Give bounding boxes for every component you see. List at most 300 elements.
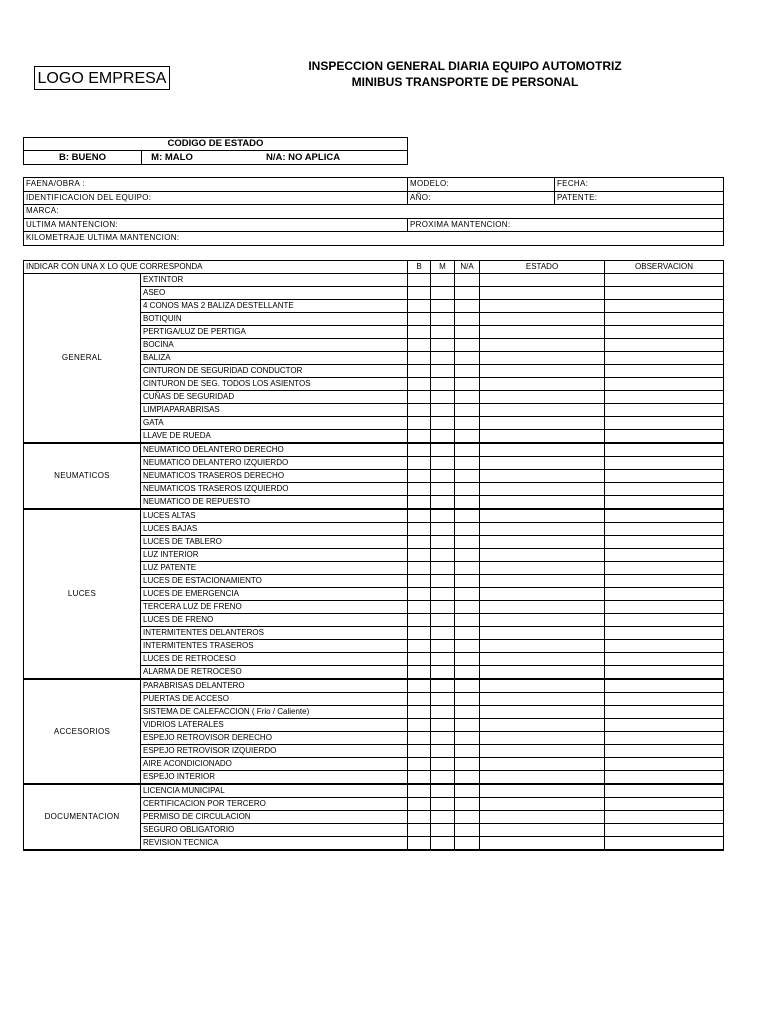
observacion-cell[interactable] [605, 496, 724, 510]
page-subtitle: MINIBUS TRANSPORTE DE PERSONAL [351, 75, 579, 89]
estado-cell[interactable] [480, 470, 605, 483]
inspection-checklist [23, 260, 724, 851]
check-m-cell[interactable] [431, 470, 455, 483]
checklist-item-label: LUCES ALTAS [141, 509, 408, 523]
col-header-na: N/A [455, 261, 480, 274]
check-m-cell[interactable] [431, 457, 455, 470]
observacion-cell[interactable] [605, 300, 724, 313]
estado-cell[interactable] [480, 352, 605, 365]
check-b-cell[interactable] [408, 811, 431, 824]
checklist-item-label: NEUMATICO DELANTERO DERECHO [141, 443, 408, 457]
check-b-cell[interactable] [408, 430, 431, 444]
observacion-cell[interactable] [605, 549, 724, 562]
anio-field[interactable]: AÑO: [408, 191, 555, 205]
estado-cell[interactable] [480, 339, 605, 352]
check-na-cell[interactable] [455, 457, 480, 470]
check-b-cell[interactable] [408, 536, 431, 549]
check-b-cell[interactable] [408, 378, 431, 391]
estado-cell[interactable] [480, 837, 605, 851]
check-b-cell[interactable] [408, 758, 431, 771]
check-na-cell[interactable] [455, 666, 480, 680]
check-m-cell[interactable] [431, 837, 455, 851]
observacion-cell[interactable] [605, 732, 724, 745]
kilometraje-field[interactable]: KILOMETRAJE ULTIMA MANTENCION: [24, 232, 724, 246]
estado-cell[interactable] [480, 575, 605, 588]
checklist-item-label: CINTURON DE SEGURIDAD CONDUCTOR [141, 365, 408, 378]
estado-cell[interactable] [480, 391, 605, 404]
check-m-cell[interactable] [431, 614, 455, 627]
status-code-legend [23, 137, 408, 165]
check-b-cell[interactable] [408, 352, 431, 365]
checklist-item-label: PARABRISAS DELANTERO [141, 679, 408, 693]
observacion-cell[interactable] [605, 719, 724, 732]
checklist-item-label: INTERMITENTES DELANTEROS [141, 627, 408, 640]
observacion-cell[interactable] [605, 653, 724, 666]
status-code-bad: M: MALO [151, 152, 193, 163]
observacion-cell[interactable] [605, 313, 724, 326]
checklist-item-label: EXTINTOR [141, 274, 408, 287]
check-na-cell[interactable] [455, 352, 480, 365]
check-m-cell[interactable] [431, 640, 455, 653]
check-m-cell[interactable] [431, 811, 455, 824]
observacion-cell[interactable] [605, 536, 724, 549]
check-na-cell[interactable] [455, 798, 480, 811]
check-b-cell[interactable] [408, 457, 431, 470]
section-label: GENERAL [24, 274, 141, 444]
observacion-cell[interactable] [605, 287, 724, 300]
estado-cell[interactable] [480, 457, 605, 470]
check-m-cell[interactable] [431, 523, 455, 536]
section-label: LUCES [24, 509, 141, 679]
check-m-cell[interactable] [431, 300, 455, 313]
checklist-item-label: CUÑAS DE SEGURIDAD [141, 391, 408, 404]
check-m-cell[interactable] [431, 417, 455, 430]
check-na-cell[interactable] [455, 601, 480, 614]
estado-cell[interactable] [480, 326, 605, 339]
checklist-item-label: NEUMATICOS TRASEROS IZQUIERDO [141, 483, 408, 496]
estado-cell[interactable] [480, 430, 605, 444]
section-label: DOCUMENTACION [24, 784, 141, 850]
check-m-cell[interactable] [431, 784, 455, 798]
estado-cell[interactable] [480, 313, 605, 326]
check-m-cell[interactable] [431, 588, 455, 601]
col-header-estado: ESTADO [480, 261, 605, 274]
check-na-cell[interactable] [455, 706, 480, 719]
observacion-cell[interactable] [605, 837, 724, 851]
checklist-item-label: ESPEJO INTERIOR [141, 771, 408, 785]
check-na-cell[interactable] [455, 758, 480, 771]
status-code-title: CODIGO DE ESTADO [24, 138, 407, 151]
check-na-cell[interactable] [455, 470, 480, 483]
check-b-cell[interactable] [408, 771, 431, 785]
check-na-cell[interactable] [455, 824, 480, 837]
check-m-cell[interactable] [431, 706, 455, 719]
check-b-cell[interactable] [408, 339, 431, 352]
checklist-item-label: LLAVE DE RUEDA [141, 430, 408, 444]
check-b-cell[interactable] [408, 666, 431, 680]
estado-cell[interactable] [480, 784, 605, 798]
checklist-item-label: LUCES DE ESTACIONAMIENTO [141, 575, 408, 588]
check-b-cell[interactable] [408, 837, 431, 851]
estado-cell[interactable] [480, 706, 605, 719]
check-m-cell[interactable] [431, 326, 455, 339]
estado-cell[interactable] [480, 443, 605, 457]
check-na-cell[interactable] [455, 496, 480, 510]
check-m-cell[interactable] [431, 758, 455, 771]
check-b-cell[interactable] [408, 653, 431, 666]
observacion-cell[interactable] [605, 575, 724, 588]
modelo-field[interactable]: MODELO: [408, 178, 555, 192]
check-m-cell[interactable] [431, 719, 455, 732]
ultima-mantencion-field[interactable]: ULTIMA MANTENCION: [24, 218, 408, 232]
check-b-cell[interactable] [408, 784, 431, 798]
check-m-cell[interactable] [431, 693, 455, 706]
check-b-cell[interactable] [408, 274, 431, 287]
observacion-cell[interactable] [605, 404, 724, 417]
estado-cell[interactable] [480, 523, 605, 536]
estado-cell[interactable] [480, 745, 605, 758]
check-m-cell[interactable] [431, 575, 455, 588]
observacion-cell[interactable] [605, 509, 724, 523]
checklist-item-label: INTERMITENTES TRASEROS [141, 640, 408, 653]
check-m-cell[interactable] [431, 365, 455, 378]
page-title: INSPECCION GENERAL DIARIA EQUIPO AUTOMOTRIZ [308, 59, 622, 73]
check-na-cell[interactable] [455, 837, 480, 851]
check-m-cell[interactable] [431, 509, 455, 523]
check-b-cell[interactable] [408, 313, 431, 326]
check-na-cell[interactable] [455, 745, 480, 758]
check-na-cell[interactable] [455, 378, 480, 391]
estado-cell[interactable] [480, 365, 605, 378]
check-b-cell[interactable] [408, 745, 431, 758]
checklist-item-label: SISTEMA DE CALEFACCION ( Frio / Caliente) [141, 706, 408, 719]
check-na-cell[interactable] [455, 640, 480, 653]
estado-cell[interactable] [480, 798, 605, 811]
estado-cell[interactable] [480, 378, 605, 391]
observacion-cell[interactable] [605, 430, 724, 444]
check-na-cell[interactable] [455, 653, 480, 666]
observacion-cell[interactable] [605, 614, 724, 627]
estado-cell[interactable] [480, 509, 605, 523]
check-na-cell[interactable] [455, 811, 480, 824]
check-b-cell[interactable] [408, 614, 431, 627]
observacion-cell[interactable] [605, 326, 724, 339]
observacion-cell[interactable] [605, 784, 724, 798]
checklist-item-label: NEUMATICOS TRASEROS DERECHO [141, 470, 408, 483]
checklist-item-label: SEGURO OBLIGATORIO [141, 824, 408, 837]
check-b-cell[interactable] [408, 300, 431, 313]
estado-cell[interactable] [480, 811, 605, 824]
observacion-cell[interactable] [605, 457, 724, 470]
marca-field[interactable]: MARCA: [24, 205, 724, 219]
col-header-observacion: OBSERVACION [605, 261, 724, 274]
check-m-cell[interactable] [431, 679, 455, 693]
check-na-cell[interactable] [455, 339, 480, 352]
check-na-cell[interactable] [455, 417, 480, 430]
observacion-cell[interactable] [605, 706, 724, 719]
check-b-cell[interactable] [408, 798, 431, 811]
table-row [24, 679, 724, 693]
check-m-cell[interactable] [431, 274, 455, 287]
check-b-cell[interactable] [408, 824, 431, 837]
checklist-item-label: PERTIGA/LUZ DE PERTIGA [141, 326, 408, 339]
check-na-cell[interactable] [455, 784, 480, 798]
check-b-cell[interactable] [408, 404, 431, 417]
check-m-cell[interactable] [431, 732, 455, 745]
estado-cell[interactable] [480, 653, 605, 666]
observacion-cell[interactable] [605, 443, 724, 457]
estado-cell[interactable] [480, 496, 605, 510]
estado-cell[interactable] [480, 824, 605, 837]
col-header-indicar: INDICAR CON UNA X LO QUE CORRESPONDA [24, 261, 408, 274]
observacion-cell[interactable] [605, 745, 724, 758]
estado-cell[interactable] [480, 483, 605, 496]
check-b-cell[interactable] [408, 549, 431, 562]
checklist-item-label: BOCINA [141, 339, 408, 352]
check-m-cell[interactable] [431, 313, 455, 326]
observacion-cell[interactable] [605, 627, 724, 640]
estado-cell[interactable] [480, 640, 605, 653]
check-na-cell[interactable] [455, 771, 480, 785]
check-na-cell[interactable] [455, 509, 480, 523]
observacion-cell[interactable] [605, 679, 724, 693]
estado-cell[interactable] [480, 627, 605, 640]
check-na-cell[interactable] [455, 693, 480, 706]
checklist-item-label: ASEO [141, 287, 408, 300]
check-m-cell[interactable] [431, 339, 455, 352]
check-m-cell[interactable] [431, 378, 455, 391]
estado-cell[interactable] [480, 287, 605, 300]
checklist-item-label: REVISION TECNICA [141, 837, 408, 851]
observacion-cell[interactable] [605, 811, 724, 824]
observacion-cell[interactable] [605, 601, 724, 614]
checklist-item-label: TERCERA LUZ DE FRENO [141, 601, 408, 614]
observacion-cell[interactable] [605, 352, 724, 365]
estado-cell[interactable] [480, 614, 605, 627]
equipment-info-table [23, 177, 724, 246]
checklist-item-label: PERMISO DE CIRCULACION [141, 811, 408, 824]
estado-cell[interactable] [480, 417, 605, 430]
check-m-cell[interactable] [431, 562, 455, 575]
observacion-cell[interactable] [605, 666, 724, 680]
checklist-item-label: BALIZA [141, 352, 408, 365]
checklist-item-label: PUERTAS DE ACCESO [141, 693, 408, 706]
check-m-cell[interactable] [431, 601, 455, 614]
estado-cell[interactable] [480, 300, 605, 313]
checklist-item-label: ALARMA DE RETROCESO [141, 666, 408, 680]
checklist-item-label: NEUMATICO DELANTERO IZQUIERDO [141, 457, 408, 470]
observacion-cell[interactable] [605, 693, 724, 706]
check-na-cell[interactable] [455, 588, 480, 601]
estado-cell[interactable] [480, 758, 605, 771]
checklist-item-label: LUCES DE TABLERO [141, 536, 408, 549]
check-m-cell[interactable] [431, 627, 455, 640]
check-b-cell[interactable] [408, 732, 431, 745]
observacion-cell[interactable] [605, 640, 724, 653]
checklist-item-label: BOTIQUIN [141, 313, 408, 326]
check-b-cell[interactable] [408, 640, 431, 653]
checklist-item-label: LIMPIAPARABRISAS [141, 404, 408, 417]
estado-cell[interactable] [480, 536, 605, 549]
checklist-item-label: LUCES DE FRENO [141, 614, 408, 627]
checklist-item-label: ESPEJO RETROVISOR DERECHO [141, 732, 408, 745]
check-na-cell[interactable] [455, 536, 480, 549]
section-label: ACCESORIOS [24, 679, 141, 784]
check-b-cell[interactable] [408, 443, 431, 457]
checklist-item-label: VIDRIOS LATERALES [141, 719, 408, 732]
check-na-cell[interactable] [455, 300, 480, 313]
check-b-cell[interactable] [408, 588, 431, 601]
check-m-cell[interactable] [431, 483, 455, 496]
check-m-cell[interactable] [431, 496, 455, 510]
faena-field[interactable]: FAENA/OBRA : [24, 178, 408, 192]
col-header-m: M [431, 261, 455, 274]
check-b-cell[interactable] [408, 470, 431, 483]
section-label: NEUMATICOS [24, 443, 141, 509]
check-na-cell[interactable] [455, 627, 480, 640]
observacion-cell[interactable] [605, 588, 724, 601]
check-m-cell[interactable] [431, 536, 455, 549]
check-na-cell[interactable] [455, 614, 480, 627]
checklist-item-label: NEUMATICO DE REPUESTO [141, 496, 408, 510]
estado-cell[interactable] [480, 274, 605, 287]
observacion-cell[interactable] [605, 470, 724, 483]
check-na-cell[interactable] [455, 365, 480, 378]
estado-cell[interactable] [480, 601, 605, 614]
table-row [24, 443, 724, 457]
check-m-cell[interactable] [431, 653, 455, 666]
check-m-cell[interactable] [431, 443, 455, 457]
checklist-item-label: AIRE ACONDICIONADO [141, 758, 408, 771]
check-b-cell[interactable] [408, 496, 431, 510]
check-na-cell[interactable] [455, 575, 480, 588]
checklist-item-label: CINTURON DE SEG. TODOS LOS ASIENTOS [141, 378, 408, 391]
check-b-cell[interactable] [408, 391, 431, 404]
observacion-cell[interactable] [605, 417, 724, 430]
check-b-cell[interactable] [408, 417, 431, 430]
check-na-cell[interactable] [455, 549, 480, 562]
estado-cell[interactable] [480, 771, 605, 785]
proxima-mantencion-field[interactable]: PROXIMA MANTENCION: [408, 218, 724, 232]
observacion-cell[interactable] [605, 274, 724, 287]
observacion-cell[interactable] [605, 483, 724, 496]
check-m-cell[interactable] [431, 404, 455, 417]
checklist-item-label: ESPEJO RETROVISOR IZQUIERDO [141, 745, 408, 758]
check-na-cell[interactable] [455, 679, 480, 693]
check-b-cell[interactable] [408, 287, 431, 300]
check-b-cell[interactable] [408, 562, 431, 575]
check-b-cell[interactable] [408, 509, 431, 523]
estado-cell[interactable] [480, 404, 605, 417]
checklist-item-label: LUZ INTERIOR [141, 549, 408, 562]
check-na-cell[interactable] [455, 287, 480, 300]
estado-cell[interactable] [480, 719, 605, 732]
checklist-item-label: LUZ PATENTE [141, 562, 408, 575]
check-na-cell[interactable] [455, 523, 480, 536]
check-m-cell[interactable] [431, 549, 455, 562]
checklist-item-label: LUCES DE RETROCESO [141, 653, 408, 666]
estado-cell[interactable] [480, 693, 605, 706]
check-b-cell[interactable] [408, 679, 431, 693]
observacion-cell[interactable] [605, 523, 724, 536]
checklist-item-label: LUCES DE EMERGENCIA [141, 588, 408, 601]
checklist-item-label: 4 CONOS MAS 2 BALIZA DESTELLANTE [141, 300, 408, 313]
check-b-cell[interactable] [408, 693, 431, 706]
checklist-item-label: GATA [141, 417, 408, 430]
check-m-cell[interactable] [431, 352, 455, 365]
check-na-cell[interactable] [455, 732, 480, 745]
estado-cell[interactable] [480, 666, 605, 680]
observacion-cell[interactable] [605, 824, 724, 837]
check-b-cell[interactable] [408, 365, 431, 378]
checklist-item-label: CERTIFICACION POR TERCERO [141, 798, 408, 811]
observacion-cell[interactable] [605, 391, 724, 404]
checklist-item-label: LUCES BAJAS [141, 523, 408, 536]
check-na-cell[interactable] [455, 313, 480, 326]
check-b-cell[interactable] [408, 523, 431, 536]
estado-cell[interactable] [480, 732, 605, 745]
observacion-cell[interactable] [605, 758, 724, 771]
check-b-cell[interactable] [408, 627, 431, 640]
check-na-cell[interactable] [455, 562, 480, 575]
status-code-good: B: BUENO [24, 151, 142, 164]
observacion-cell[interactable] [605, 771, 724, 785]
check-b-cell[interactable] [408, 575, 431, 588]
check-m-cell[interactable] [431, 666, 455, 680]
check-b-cell[interactable] [408, 601, 431, 614]
observacion-cell[interactable] [605, 339, 724, 352]
check-na-cell[interactable] [455, 391, 480, 404]
check-na-cell[interactable] [455, 483, 480, 496]
check-na-cell[interactable] [455, 274, 480, 287]
check-b-cell[interactable] [408, 326, 431, 339]
fecha-field[interactable]: FECHA: [555, 178, 724, 192]
table-row [24, 509, 724, 523]
check-m-cell[interactable] [431, 798, 455, 811]
patente-field[interactable]: PATENTE: [555, 191, 724, 205]
estado-cell[interactable] [480, 679, 605, 693]
check-b-cell[interactable] [408, 719, 431, 732]
col-header-b: B [408, 261, 431, 274]
check-na-cell[interactable] [455, 404, 480, 417]
check-m-cell[interactable] [431, 287, 455, 300]
status-code-na: N/A: NO APLICA [266, 152, 341, 163]
identificacion-field[interactable]: IDENTIFICACION DEL EQUIPO: [24, 191, 408, 205]
observacion-cell[interactable] [605, 365, 724, 378]
estado-cell[interactable] [480, 588, 605, 601]
checklist-item-label: LICENCIA MUNICIPAL [141, 784, 408, 798]
table-row [24, 784, 724, 798]
check-m-cell[interactable] [431, 391, 455, 404]
check-na-cell[interactable] [455, 430, 480, 444]
check-m-cell[interactable] [431, 745, 455, 758]
observacion-cell[interactable] [605, 562, 724, 575]
check-b-cell[interactable] [408, 483, 431, 496]
observacion-cell[interactable] [605, 798, 724, 811]
estado-cell[interactable] [480, 549, 605, 562]
estado-cell[interactable] [480, 562, 605, 575]
observacion-cell[interactable] [605, 378, 724, 391]
check-na-cell[interactable] [455, 443, 480, 457]
check-m-cell[interactable] [431, 430, 455, 444]
check-m-cell[interactable] [431, 824, 455, 837]
check-m-cell[interactable] [431, 771, 455, 785]
table-row [24, 274, 724, 287]
check-na-cell[interactable] [455, 719, 480, 732]
company-logo: LOGO EMPRESA [34, 66, 170, 90]
check-b-cell[interactable] [408, 706, 431, 719]
check-na-cell[interactable] [455, 326, 480, 339]
